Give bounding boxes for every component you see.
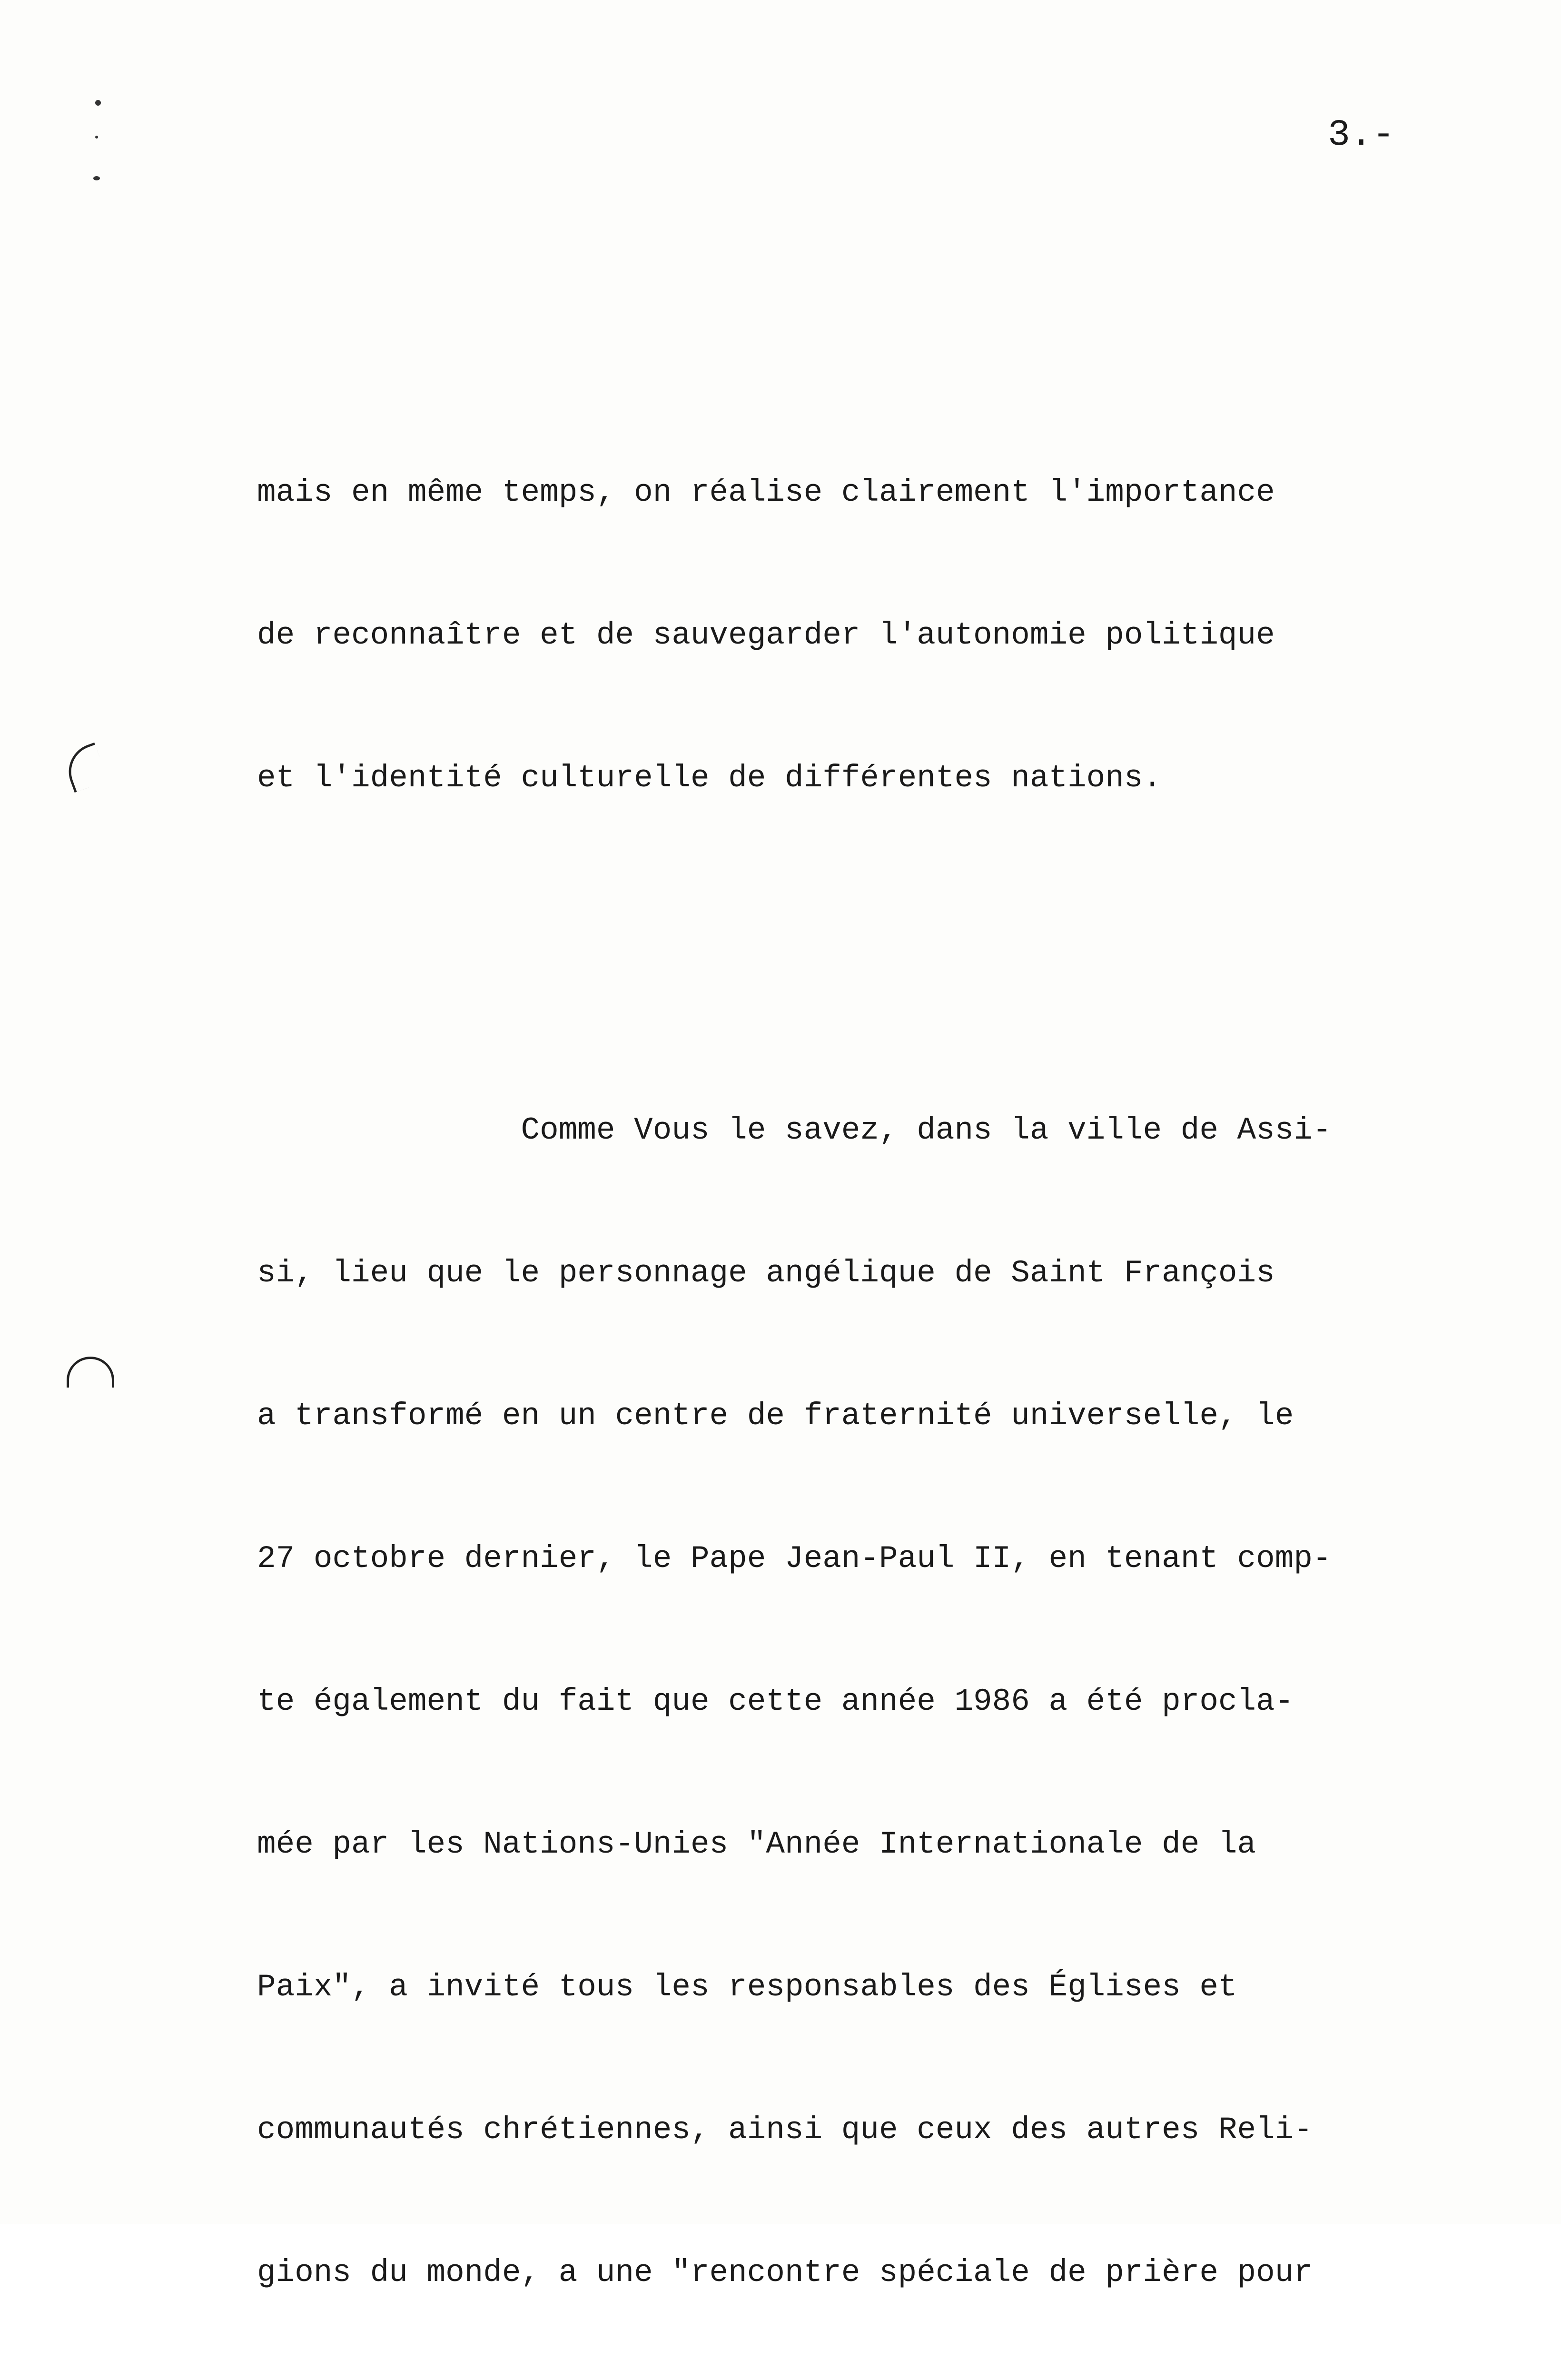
scan-speck	[95, 136, 98, 139]
letter-body	[257, 278, 1409, 2380]
text-line: si, lieu que le personnage angélique de Saint François	[257, 1255, 1275, 1291]
paragraph	[257, 374, 1409, 897]
text-line: 27 octobre dernier, le Pape Jean-Paul II, en tenant comp-	[257, 1541, 1332, 1577]
text-line: mée par les Nations-Unies "Année Internationale de la	[257, 1826, 1256, 1862]
margin-pencil-mark	[61, 743, 109, 793]
text-line: Paix", a invité tous les responsables des Églises et	[257, 1969, 1237, 2005]
text-line: et l'identité culturelle de différentes nations.	[257, 760, 1162, 796]
margin-pencil-mark	[67, 1357, 114, 1388]
scan-speck	[93, 176, 100, 180]
text-line: de reconnaître et de sauvegarder l'autonomie politique	[257, 617, 1275, 653]
text-line: te également du fait que cette année 1986 a été procla-	[257, 1684, 1294, 1719]
text-line: gions du monde, a une "rencontre spéciale de prière pour	[257, 2255, 1313, 2291]
paragraph	[257, 1012, 1409, 2380]
text-line: Comme Vous le savez, dans la ville de Assi-	[257, 1112, 1332, 1148]
text-line: mais en même temps, on réalise clairement l'importance	[257, 475, 1275, 510]
page-number: 3.-	[1328, 114, 1395, 156]
scan-speck	[95, 100, 101, 106]
text-line: a transformé en un centre de fraternité universelle, le	[257, 1398, 1294, 1434]
text-line: communautés chrétiennes, ainsi que ceux des autres Reli-	[257, 2112, 1313, 2148]
